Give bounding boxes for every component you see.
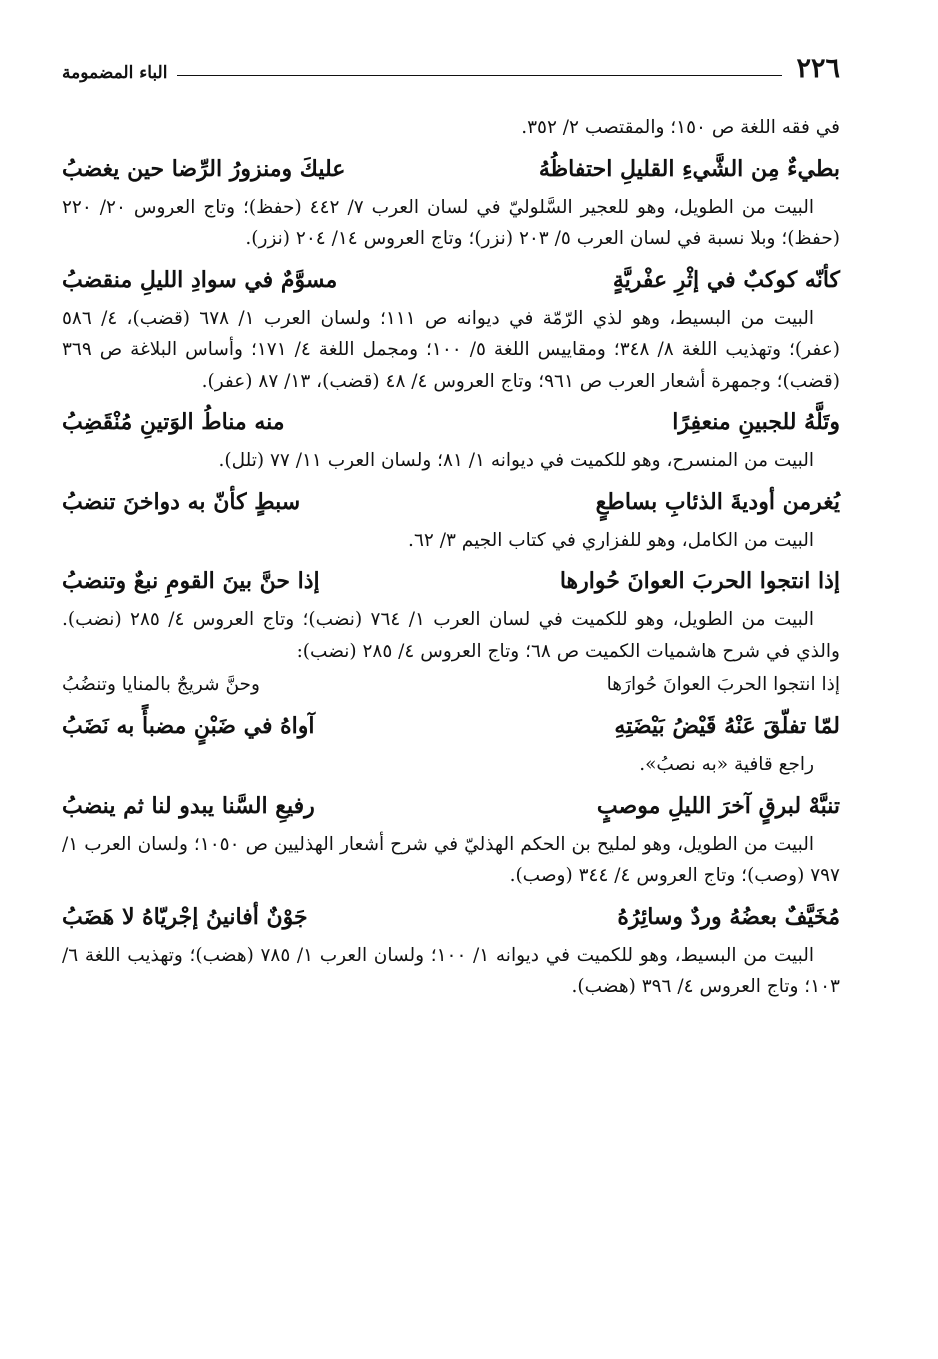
verse-note: البيت من المنسرح، وهو للكميت في ديوانه ١/ ٨١؛ ولسان العرب ١١/ ٧٧ (تلل). [218, 450, 814, 471]
page-number: ٢٢٦ [796, 53, 840, 84]
verse-first-hemistich: تنبَّهْ لبرقٍ آخرَ الليلِ موصبٍ [596, 792, 840, 819]
book-page [62, 50, 840, 1003]
header-rule [177, 75, 782, 76]
verse-note: البيت من البسيط، وهو للكميت في ديوانه ١/ ١٠٠؛ ولسان العرب ١/ ٧٨٥ (هضب)؛ وتهذيب اللغة ٦/ ١٠٣؛ وتاج العروس ٤/ ٣٩٦ (هضب). [62, 944, 840, 997]
verse-second-hemistich: رفيعِ السَّنا يبدو لنا ثم ينضبُ [62, 792, 315, 819]
verse-note: البيت من الطويل، وهو للكميت في لسان العرب ١/ ٧٦٤ (نضب)؛ وتاج العروس ٤/ ٢٨٥ (نضب). والذي في شرح هاشميات الكميت ص ٦٨؛ وتاج العروس ٤/ ٢٨٥ (نضب): [62, 609, 840, 662]
verse-note: البيت من الطويل، وهو لمليح بن الحكم الهذليّ في شرح أشعار الهذليين ص ١٠٥٠؛ ولسان العرب ١/ ٧٩٧ (وصب)؛ وتاج العروس ٤/ ٣٤٤ (وصب). [62, 833, 840, 886]
verse-first-hemistich: مُخَيَّفٌ بعضُهُ وردٌ وسائِرُهُ [617, 903, 840, 930]
verse-line [62, 563, 840, 599]
verse-note: البيت من الكامل، وهو للفزاري في كتاب الجيم ٣/ ٦٢. [408, 529, 814, 551]
verse-line [62, 262, 840, 298]
verse-note: البيت من الطويل، وهو للعجير السَّلوليّ في لسان العرب ٧/ ٤٤٢ (حفظ)؛ وتاج العروس ٢٠/ ٢٢٠ (حفظ)؛ وبلا نسبة في لسان العرب ٥/ ٢٠٣ (نزر)؛ وتاج العروس ١٤/ ٢٠٤ (نزر). [62, 196, 840, 249]
page-header [62, 50, 840, 84]
page-content [62, 112, 840, 1003]
verse-first-hemistich: يُغرمن أوديةَ الذئابِ بساطعٍ [595, 488, 840, 515]
variant-verse-line [62, 669, 840, 701]
verse-second-hemistich: منه مناطُ الوَتينِ مُنْقَضِبُ [62, 409, 285, 435]
verse-first-hemistich: وتَلَّهُ للجبينِ منعفِرًا [672, 409, 840, 435]
verse-first-hemistich: لمّا تفلّقَ عَنْهُ قَيْضُ بَيْضَتِهِ [614, 713, 840, 739]
verse-first-hemistich: إذا انتجوا الحربَ العوانَ حُوارها [559, 568, 840, 594]
intro-line: في فقه اللغة ص ١٥٠؛ والمقتصب ٢/ ٣٥٢. [521, 117, 840, 138]
verse-line [62, 708, 840, 744]
verse-first-hemistich: بطيءٌ مِن الشَّيءِ القليلِ احتفاظُهُ [538, 155, 840, 182]
verse-line [62, 788, 840, 824]
verse-second-hemistich: جَوْنٌ أفانينُ إجْريّاهُ لا هَضَبُ [62, 903, 308, 930]
verse-first-hemistich: إذا انتجوا الحربَ العوانَ حُوارَها [606, 674, 840, 695]
verse-second-hemistich: وحنَّ شريجٌ بالمنايا وتنضُبُ [62, 674, 260, 695]
verse-line [62, 151, 840, 187]
verse-line [62, 484, 840, 520]
verse-second-hemistich: آواهُ في ضَبْنٍ مضبأً به نَضَبُ [62, 713, 315, 739]
verse-note: راجع قافية «به نصبُ». [639, 754, 814, 775]
verse-second-hemistich: مسوَّمٌ في سوادِ الليلِ منقضبُ [62, 266, 338, 293]
verse-second-hemistich: إذا حنَّ بينَ القومِ نبعٌ وتنضبُ [62, 568, 320, 594]
verse-line [62, 404, 840, 440]
verse-note: البيت من البسيط، وهو لذي الرّمّة في ديوانه ص ١١١؛ ولسان العرب ١/ ٦٧٨ (قضب)، ٤/ ٥٨٦ (عفر)؛ وتهذيب اللغة ٨/ ٣٤٨؛ ومقاييس اللغة ٥/ ١٠٠؛ ومجمل اللغة ٤/ ١٧١؛ وأساس البلاغة ص ٣٦٩ (قضب)؛ وجمهرة أشعار العرب ص ٩٦١؛ وتاج العروس ٤/ ٤٨ (قضب)، ١٣/ ٨٧ (عفر). [62, 307, 840, 392]
verse-line [62, 899, 840, 935]
verse-second-hemistich: عليكَ ومنزورُ الرِّضا حين يغضبُ [62, 155, 346, 182]
verse-first-hemistich: كأنّه كوكبٌ في إثْرِ عفْريَّةٍ [612, 266, 840, 293]
verse-second-hemistich: سبطٍ كأنّ به دواخنَ تنضبُ [62, 488, 301, 515]
running-head: الباء المضمومة [62, 63, 168, 83]
